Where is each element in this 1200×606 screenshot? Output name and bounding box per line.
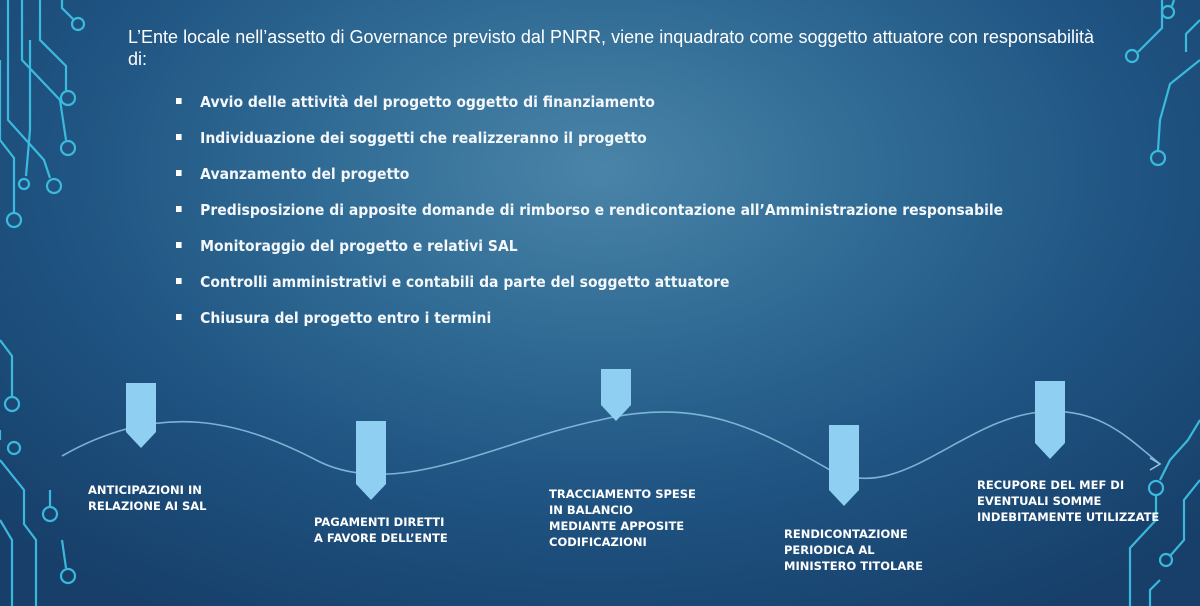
list-item-text: Chiusura del progetto entro i termini [200,309,492,327]
timeline-marker-3 [601,369,631,421]
step-line: INDEBITAMENTE UTILIZZATE [977,510,1160,524]
timeline-marker-5 [1035,381,1065,459]
step-line: MINISTERO TITOLARE [784,559,923,573]
timeline-step-4 [784,526,923,574]
step-line: RELAZIONE AI SAL [88,499,207,513]
step-line: TRACCIAMENTO SPESE [549,487,696,501]
list-item-text: Individuazione dei soggetti che realizzeranno il progetto [200,129,647,147]
step-line: RENDICONTAZIONE [784,527,908,541]
step-line: PAGAMENTI DIRETTI [314,515,445,529]
step-line: A FAVORE DELL’ENTE [314,531,448,545]
list-item-text: Controlli amministrativi e contabili da parte del soggetto attuatore [200,273,730,291]
timeline-step-5 [977,477,1159,525]
timeline-step-3 [549,486,696,550]
step-line: ANTICIPAZIONI IN [88,483,202,497]
step-line: RECUPORE DEL MEF DI [977,478,1125,492]
list-item-text: Monitoraggio del progetto e relativi SAL [200,237,518,255]
list-item-text: Avvio delle attività del progetto oggetto di finanziamento [200,93,655,111]
step-line: CODIFICAZIONI [549,535,647,549]
timeline-marker-4 [829,425,859,506]
step-line: EVENTUALI SOMME [977,494,1102,508]
intro-paragraph: L’Ente locale nell’assetto di Governance previsto dal PNRR, viene inquadrato come soggetto attuatore con responsabilità di: [128,27,1094,69]
step-line: PERIODICA AL [784,543,875,557]
list-item-text: Avanzamento del progetto [200,165,410,183]
timeline-marker-2 [356,421,386,500]
timeline-marker-1 [126,383,156,448]
list-item-text: Predisposizione di apposite domande di rimborso e rendicontazione all’Amministrazione responsabile [200,201,1004,219]
step-line: MEDIANTE APPOSITE [549,519,685,533]
timeline-step-1 [88,482,207,514]
timeline-step-2 [314,514,448,546]
step-line: IN BALANCIO [549,503,633,517]
